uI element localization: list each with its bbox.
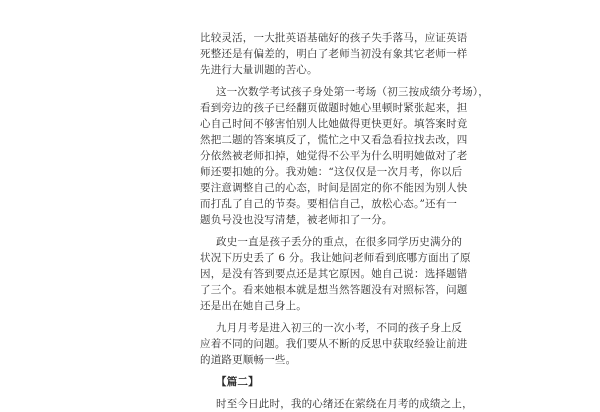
text-line: 这一次数学考试孩子身处第一考场（初三按成绩分考场）， (216, 86, 489, 98)
text-line: 而打乱了自己的节奏。要相信自己，放松心态。”还有一 (200, 198, 458, 210)
paragraph (200, 396, 473, 412)
paragraph (200, 84, 489, 228)
document-body (200, 30, 489, 412)
text-line: 要注意调整自己的心态，时间是固定的你不能因为别人快 (200, 182, 468, 194)
text-line: 了三个。看来她根本就是想当然答题没有对照标答，问题 (200, 284, 468, 296)
paragraph (200, 234, 471, 314)
text-line: 时至今日此时，我的心绪还在萦绕在月考的成绩之上， (216, 398, 473, 410)
text-line: 看到旁边的孩子已经翻页做题时她心里顿时紧张起来，担 (200, 102, 468, 114)
text-line: 死整还是有偏差的，明白了老师当初没有象其它老师一样 (200, 48, 468, 60)
text-line: 因，是没有答到要点还是其它原因。她自己说：选择题错 (200, 268, 468, 280)
text-line: 状况下历史丢了 6 分。我让她问老师看到底哪方面出了原 (200, 252, 471, 264)
text-line: 分依然被老师扣掉，她觉得不公平为什么明明她做对了老 (200, 150, 468, 162)
section-heading (200, 374, 400, 390)
text-line: 政史一直是孩子丢分的重点，在很多同学历史满分的 (216, 236, 463, 248)
paragraph (200, 30, 468, 78)
text-line: 的道路更顺畅一些。 (200, 354, 297, 366)
paragraph (200, 320, 468, 368)
text-line: 然把二题的答案填反了，慌忙之中又看急看拉找去改，四 (200, 134, 468, 146)
text-line: 师还要扣她的分。我劝她：“这仅仅是一次月考，你以后 (200, 166, 463, 178)
text-line: 还是出在她自己身上。 (200, 300, 307, 312)
text-line: 题负号没也没写清楚，被老师扣了一分。 (200, 214, 393, 226)
section-heading-text: 【篇二】 (216, 376, 259, 388)
text-line: 应着不同的问题。我们要从不断的反思中获取经验让前进 (200, 338, 468, 350)
text-line: 心自己时间不够害怕别人比她做得更快更好。填答案时竟 (200, 118, 468, 130)
text-line: 九月月考是进入初三的一次小考，不同的孩子身上反 (216, 322, 463, 334)
text-line: 先进行大量训题的苦心。 (200, 64, 318, 76)
text-line: 比较灵活，一大批英语基础好的孩子失手落马，应证英语 (200, 32, 468, 44)
